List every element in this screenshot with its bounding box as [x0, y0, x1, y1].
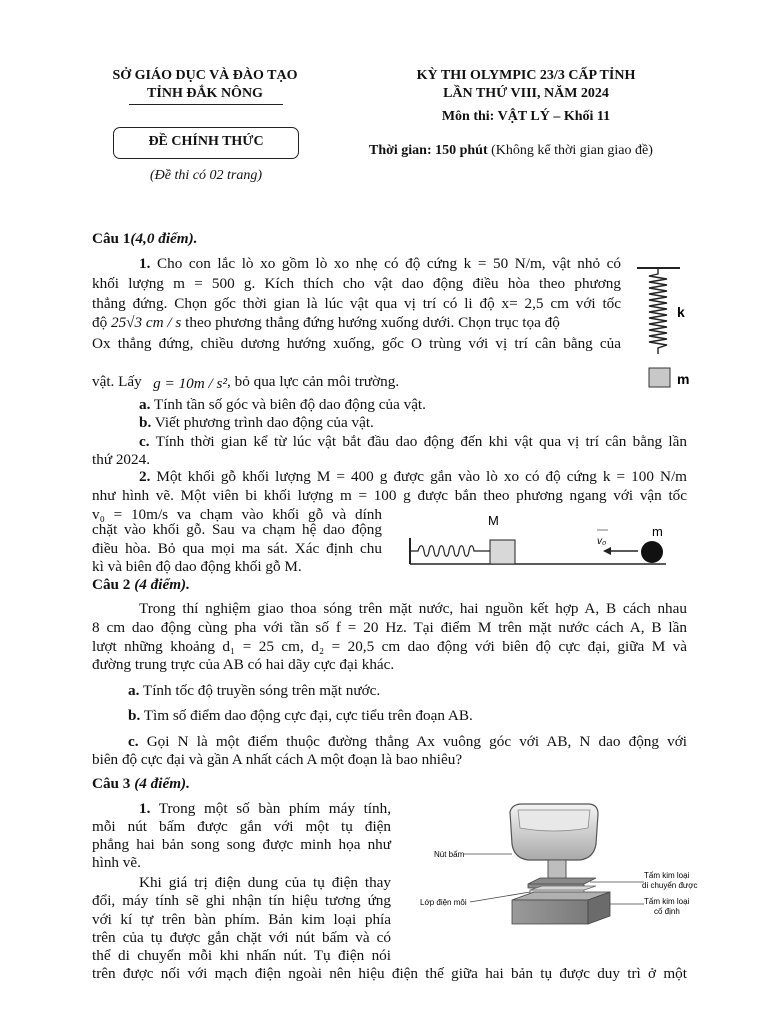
arrow-head-icon	[603, 547, 611, 555]
q1-item-c-cont: thứ 2024.	[92, 451, 151, 468]
time-line	[369, 142, 689, 160]
mass-block	[649, 368, 670, 387]
q1-part2-line-4: chặt vào khối gỗ. Sau va chạm hệ dao động	[92, 521, 382, 538]
q3-points: (4 điểm).	[130, 775, 190, 792]
q1-gravity-expression: g = 10m / s²	[153, 375, 228, 392]
velocity-label: v₀	[597, 536, 607, 547]
q2-item-c	[128, 732, 687, 751]
q2-line-1: Trong thí nghiệm giao thoa sóng trên mặt nước, hai nguồn kết hợp A, B cách nhau	[139, 600, 687, 617]
q1-title: Câu 1	[92, 230, 131, 247]
vertical-spring-figure	[630, 262, 700, 394]
q1-heading	[92, 229, 197, 248]
q3-line-10: trên được nối với mạch điện ngoài nên hiệu điện thế giữa hai bản tụ được duy trì ở một	[92, 965, 687, 982]
q2-item-c-cont: biên độ cực đại và gần A nhất cách A một đoạn là bao nhiêu?	[92, 751, 463, 768]
q1-part2-line-2: như hình vẽ. Một viên bi khối lượng m = 100 g được bắn theo phương ngang với vận tốc	[92, 487, 687, 504]
q1-text: theo phương thẳng đứng hướng xuống dưới. Chọn trục tọa độ	[185, 314, 560, 331]
q1-item-c-text: Tính thời gian kể từ lúc vật bắt đầu dao động đến khi vật qua vị trí cân bằng lần	[149, 433, 687, 450]
q2-item-a-label: a.	[128, 682, 140, 699]
department-name	[70, 67, 340, 103]
q1-line-6	[92, 372, 399, 391]
q1-line-5: Ox thẳng đứng, chiều dương hướng xuống, gốc O trùng với vị trí cân bằng của	[92, 335, 621, 352]
q1-part2-line-1	[139, 467, 687, 486]
q2-line-4: đường trung trực của AB có hai dãy cực đại khác.	[92, 656, 395, 673]
exam-line-2: LẦN THỨ VIII, NĂM 2024	[443, 86, 609, 101]
q1-text: Cho con lắc lò xo gồm lò xo nhẹ có độ cứng k = 50 N/m, vật nhỏ có	[156, 255, 622, 272]
label-bottom-plate: Tấm kim loại	[644, 897, 690, 906]
pages-note: (Đề thi có 02 trang)	[150, 168, 262, 183]
q3-line-6: đổi, máy tính sẽ ghi nhận tín hiệu tương ứng	[92, 892, 391, 909]
q1-line-4	[92, 313, 632, 332]
time-label: Thời gian: 150 phút	[369, 143, 488, 158]
q1-points: (4,0 điểm).	[130, 230, 198, 247]
q1-part2-number: 2.	[139, 468, 151, 485]
q2-item-b	[128, 706, 473, 725]
q2-points: (4 điểm).	[130, 576, 190, 593]
wooden-block	[490, 540, 515, 564]
spring-constant-label: k	[677, 304, 685, 320]
q2-title: Câu 2	[92, 576, 131, 593]
spring-icon	[649, 268, 667, 354]
q3-line-3: phẳng hai bản song song được minh họa như	[92, 836, 391, 853]
label-top-plate-sub: di chuyển được	[642, 881, 698, 890]
horizontal-spring-figure	[398, 508, 688, 570]
subject-label: Môn thi: VẬT LÝ – Khối 11	[441, 109, 611, 124]
q3-text: Trong một số bàn phím máy tính,	[150, 800, 391, 817]
base-front	[512, 900, 588, 924]
q1-item-a-text: Tính tần số góc và biên độ dao động của vật.	[150, 396, 426, 413]
mass-label: m	[677, 371, 690, 387]
spring-coil-icon	[410, 546, 490, 557]
q2-item-b-label: b.	[128, 707, 141, 724]
q3-part1-number: 1.	[139, 800, 151, 817]
q3-line-1	[139, 799, 391, 818]
q1-velocity-expression: 25√3 cm / s	[110, 314, 182, 331]
label-key-button: Nút bấm	[434, 850, 465, 859]
q2-item-c-text: Gọi N là một điểm thuộc đường thẳng Ax vuông góc với AB, N dao động với	[138, 733, 687, 750]
q2-item-a	[128, 681, 380, 700]
exam-title	[385, 67, 667, 103]
q1-item-c-label: c.	[139, 433, 150, 450]
q3-line-9: thể di chuyển mỗi khi nhấn nút. Tụ điện nói	[92, 947, 391, 964]
q2-line-3: lượt những khoảng d₁ = 25 cm, d₂ = 20,5 cm dao động với biên độ cực đại, giữa M và	[92, 638, 687, 655]
q1-item-a	[139, 395, 426, 414]
q2-line-2: 8 cm dao động cùng pha với tần số f = 20 Hz. Tại điểm M trên mặt nước cách A, B lần	[92, 619, 687, 636]
time-note: (Không kể thời gian giao đề)	[487, 143, 653, 158]
official-label: ĐỀ CHÍNH THỨC	[148, 134, 264, 149]
label-top-plate: Tấm kim loại	[644, 871, 690, 880]
q2-item-c-label: c.	[128, 733, 139, 750]
department-line-2: TỈNH ĐẮK NÔNG	[147, 86, 263, 101]
department-line-1: SỞ GIÁO DỤC VÀ ĐÀO TẠO	[112, 68, 298, 83]
q1-text: độ	[92, 314, 108, 331]
ball	[641, 541, 663, 563]
q2-heading	[92, 575, 190, 594]
q3-line-4: hình vẽ.	[92, 854, 141, 871]
block-label: M	[488, 513, 499, 528]
q3-line-7: với kí tự trên bàn phím. Bản kim loại phía	[92, 911, 391, 928]
q2-item-a-text: Tính tốc độ truyền sóng trên mặt nước.	[139, 682, 381, 699]
q1-item-c	[139, 432, 687, 451]
q3-line-2: mỗi nút bấm được gắn với một tụ điện	[92, 818, 391, 835]
keyboard-capacitor-figure	[420, 800, 710, 960]
q1-part2-line-6: kì và biên độ dao động khối gỗ M.	[92, 558, 302, 575]
q1-item-a-label: a.	[139, 396, 151, 413]
q1-item-b	[139, 413, 374, 432]
ball-label: m	[652, 524, 663, 539]
q3-line-5: Khi giá trị điện dung của tụ điện thay	[139, 874, 391, 891]
q1-part2-line-5: điều hòa. Bỏ qua mọi ma sát. Xác định chu	[92, 540, 382, 557]
q1-line-2: khối lượng m = 500 g. Kích thích cho vật dao động điều hòa theo phương	[92, 275, 621, 292]
q2-item-b-text: Tìm số điểm dao động cực đại, cực tiểu trên đoạn AB.	[140, 707, 473, 724]
department-underline	[129, 104, 283, 105]
q1-line-1	[139, 254, 621, 273]
q1-item-b-label: b.	[139, 414, 152, 431]
q1-text: vật. Lấy	[92, 373, 142, 390]
q1-text: , bỏ qua lực cản môi trường.	[227, 373, 400, 390]
q1-item-b-text: Viết phương trình dao động của vật.	[151, 414, 374, 431]
official-exam-box	[113, 127, 299, 159]
label-dielectric: Lớp điện môi	[420, 898, 467, 907]
q1-line-3: thẳng đứng. Chọn gốc thời gian là lúc vật qua vị trí có li độ x= 2,5 cm với tốc	[92, 295, 621, 312]
q1-text: Một khối gỗ khối lượng M = 400 g được gắn vào lò xo có độ cứng k = 100 N/m	[150, 468, 687, 485]
q1-part2-line-3: v₀ = 10m/s va chạm vào khối gỗ và dính	[92, 506, 382, 523]
q1-part1-number: 1.	[139, 255, 151, 272]
q3-line-8: trên của tụ được gắn chặt với nút bấm và có	[92, 929, 391, 946]
q3-title: Câu 3	[92, 775, 131, 792]
exam-line-1: KỲ THI OLYMPIC 23/3 CẤP TỈNH	[416, 68, 636, 83]
label-bottom-plate-sub: cố định	[654, 907, 680, 916]
q3-heading	[92, 774, 190, 793]
key-cap-top	[518, 810, 590, 831]
